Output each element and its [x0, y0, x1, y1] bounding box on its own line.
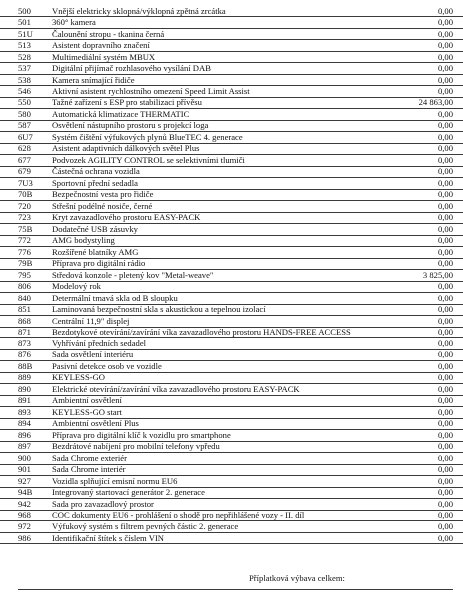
option-code: 897	[18, 441, 31, 452]
option-code: 538	[18, 74, 31, 85]
table-row	[0, 442, 463, 453]
option-price: 0,00	[437, 475, 453, 486]
table-row	[0, 270, 463, 281]
total-label: Příplatková výbava celkem:	[249, 573, 345, 583]
option-price: 0,00	[437, 120, 453, 131]
option-price: 0,00	[437, 63, 453, 74]
option-price: 0,00	[437, 51, 453, 62]
option-description: Kamera snímající řidiče	[52, 74, 135, 85]
table-row	[0, 476, 463, 487]
table-row	[0, 247, 463, 258]
option-code: 986	[18, 532, 31, 543]
option-price: 3 825,00	[422, 269, 453, 280]
table-row	[0, 40, 463, 51]
option-price: 0,00	[437, 292, 453, 303]
table-row	[0, 396, 463, 407]
option-price: 0,00	[437, 154, 453, 165]
option-price: 0,00	[437, 223, 453, 234]
option-description: Integrovaný startovací generátor 2. generace	[52, 487, 205, 498]
option-price: 0,00	[437, 395, 453, 406]
option-description: Centrální 11,9" displej	[52, 315, 130, 326]
option-description: AMG bodystyling	[52, 235, 115, 246]
table-row	[0, 121, 463, 132]
option-price: 0,00	[437, 418, 453, 429]
table-row	[0, 17, 463, 28]
option-code: 6U7	[18, 131, 33, 142]
option-description: Laminovaná bezpečnostní skla s akustickou a tepelnou izolací	[52, 304, 266, 315]
option-description: Asistent adaptivních dálkových světel Plus	[52, 143, 200, 154]
option-description: Modelový rok	[52, 281, 101, 292]
table-row	[0, 63, 463, 74]
option-price: 0,00	[437, 108, 453, 119]
option-price: 0,00	[437, 360, 453, 371]
option-description: Podvozek AGILITY CONTROL se selektivními tlumiči	[52, 154, 245, 165]
option-code: 972	[18, 521, 31, 532]
option-code: 851	[18, 304, 31, 315]
option-description: Částečná ochrana vozidla	[52, 166, 140, 177]
option-code: 889	[18, 372, 31, 383]
option-code: 894	[18, 418, 31, 429]
option-code: 840	[18, 292, 31, 303]
option-description: Sada Chrome interiér	[52, 464, 126, 475]
option-code: 868	[18, 315, 31, 326]
option-description: Středová konzole - pletený kov "Metal-weave"	[52, 269, 214, 280]
option-description: Výfukový systém s filtrem pevných částic 2. generace	[52, 521, 239, 532]
option-description: Tažné zařízení s ESP pro stabilizaci přívěsu	[52, 97, 202, 108]
option-price: 0,00	[437, 246, 453, 257]
table-row	[0, 75, 463, 86]
table-row	[0, 361, 463, 372]
option-price: 0,00	[437, 498, 453, 509]
option-price: 0,00	[437, 5, 453, 16]
option-description: Determální tmavá skla od B sloupku	[52, 292, 178, 303]
option-description: Vozidla splňující emisní normu EU6	[52, 475, 178, 486]
option-price: 0,00	[437, 189, 453, 200]
table-row	[0, 328, 463, 339]
table-row	[0, 521, 463, 532]
option-code: 795	[18, 269, 31, 280]
option-price: 0,00	[437, 281, 453, 292]
table-row	[0, 407, 463, 418]
option-description: Čalounění stropu - tkanina černá	[52, 28, 165, 39]
option-code: 891	[18, 395, 31, 406]
option-price: 0,00	[437, 349, 453, 360]
table-row	[0, 236, 463, 247]
option-code: 75B	[18, 223, 33, 234]
option-price: 0,00	[437, 337, 453, 348]
table-row	[0, 109, 463, 120]
option-description: COC dokumenty EU6 - prohlášení o shodě pro nepřihlášené vozy - II. díl	[52, 510, 305, 521]
option-price: 0,00	[437, 166, 453, 177]
option-description: Pasivní detekce osob ve vozidle	[52, 360, 162, 371]
table-row	[0, 453, 463, 464]
option-code: 79B	[18, 258, 33, 269]
option-description: Ambientní osvětlení Plus	[52, 418, 139, 429]
table-row	[0, 384, 463, 395]
equipment-table	[0, 6, 463, 544]
option-code: 896	[18, 429, 31, 440]
option-code: 587	[18, 120, 31, 131]
table-row	[0, 430, 463, 441]
option-description: Dodatečné USB zásuvky	[52, 223, 138, 234]
option-price: 0,00	[437, 510, 453, 521]
table-row	[0, 533, 463, 544]
option-description: Sada osvětlení interiéru	[52, 349, 134, 360]
option-price: 0,00	[437, 177, 453, 188]
option-description: Vyhřívání předních sedadel	[52, 337, 147, 348]
table-row	[0, 305, 463, 316]
option-description: Kryt zavazadlového prostoru EASY-PACK	[52, 212, 201, 223]
option-description: Osvětlení nástupního prostoru s projekcí loga	[52, 120, 209, 131]
option-price: 0,00	[437, 258, 453, 269]
table-row	[0, 86, 463, 97]
table-row	[0, 167, 463, 178]
option-code: 723	[18, 212, 31, 223]
option-price: 0,00	[437, 212, 453, 223]
table-row	[0, 144, 463, 155]
option-price: 0,00	[437, 143, 453, 154]
option-description: Vnější elektricky sklopná/výklopná zpětná zrcátka	[52, 5, 226, 16]
option-price: 0,00	[437, 304, 453, 315]
option-description: KEYLESS-GO	[52, 372, 105, 383]
option-description: Asistent dopravního značení	[52, 40, 150, 51]
option-price: 0,00	[437, 464, 453, 475]
option-price: 0,00	[437, 383, 453, 394]
option-code: 628	[18, 143, 31, 154]
table-row	[0, 190, 463, 201]
option-code: 890	[18, 383, 31, 394]
option-description: Příprava pro digitální rádio	[52, 258, 146, 269]
option-code: 720	[18, 200, 31, 211]
option-code: 94B	[18, 487, 33, 498]
option-code: 528	[18, 51, 31, 62]
table-row	[0, 52, 463, 63]
table-row	[0, 29, 463, 40]
table-row	[0, 178, 463, 189]
option-description: Identifikační štítek s číslem VIN	[52, 532, 165, 543]
option-description: KEYLESS-GO start	[52, 406, 122, 417]
option-description: Bezdrátové nabíjení pro mobilní telefony vpředu	[52, 441, 220, 452]
option-code: 580	[18, 108, 31, 119]
option-price: 0,00	[437, 372, 453, 383]
option-price: 0,00	[437, 521, 453, 532]
table-row	[0, 338, 463, 349]
footer-divider	[18, 589, 453, 590]
option-description: Automatická klimatizace THERMATIC	[52, 108, 190, 119]
table-row	[0, 488, 463, 499]
option-code: 900	[18, 452, 31, 463]
option-price: 0,00	[437, 74, 453, 85]
table-row	[0, 350, 463, 361]
table-row	[0, 316, 463, 327]
option-price: 0,00	[437, 85, 453, 96]
option-price: 24 863,00	[418, 97, 453, 108]
option-description: Elektrické otevírání/zavírání víka zavazadlového prostoru EASY-PACK	[52, 383, 300, 394]
option-code: 901	[18, 464, 31, 475]
table-row	[0, 419, 463, 430]
option-description: Sada pro zavazadlový prostor	[52, 498, 154, 509]
table-row	[0, 132, 463, 143]
table-row	[0, 6, 463, 17]
table-row	[0, 499, 463, 510]
option-code: 51U	[18, 28, 33, 39]
option-code: 942	[18, 498, 31, 509]
option-description: Střešní podélné nosiče, černé	[52, 200, 153, 211]
option-description: Bezdotykové otevírání/zavírání víka zavazadlového prostoru HANDS-FREE ACCESS	[52, 327, 351, 338]
option-code: 501	[18, 17, 31, 28]
option-code: 927	[18, 475, 31, 486]
option-description: Sada Chrome exteriér	[52, 452, 127, 463]
option-price: 0,00	[437, 28, 453, 39]
table-row	[0, 465, 463, 476]
option-code: 677	[18, 154, 31, 165]
option-description: 360° kamera	[52, 17, 96, 28]
option-price: 0,00	[437, 17, 453, 28]
option-description: Příprava pro digitální klíč k vozidlu pro smartphone	[52, 429, 231, 440]
option-code: 876	[18, 349, 31, 360]
table-row	[0, 213, 463, 224]
option-description: Systém čištění výfukových plynů BlueTEC 4. generace	[52, 131, 243, 142]
option-price: 0,00	[437, 235, 453, 246]
option-price: 0,00	[437, 315, 453, 326]
table-row	[0, 259, 463, 270]
option-code: 70B	[18, 189, 33, 200]
option-code: 513	[18, 40, 31, 51]
option-description: Aktivní asistent rychlostního omezení Speed Limit Assist	[52, 85, 250, 96]
option-price: 0,00	[437, 429, 453, 440]
option-code: 871	[18, 327, 31, 338]
option-price: 0,00	[437, 40, 453, 51]
option-code: 776	[18, 246, 31, 257]
option-description: Bezpečnostní vesta pro řidiče	[52, 189, 154, 200]
option-price: 0,00	[437, 327, 453, 338]
option-description: Digitální přijímač rozhlasového vysílání DAB	[52, 63, 211, 74]
option-description: Sportovní přední sedadla	[52, 177, 138, 188]
option-code: 550	[18, 97, 31, 108]
option-price: 0,00	[437, 532, 453, 543]
option-code: 500	[18, 5, 31, 16]
table-row	[0, 293, 463, 304]
option-code: 88B	[18, 360, 33, 371]
option-code: 893	[18, 406, 31, 417]
option-code: 873	[18, 337, 31, 348]
option-price: 0,00	[437, 200, 453, 211]
option-price: 0,00	[437, 452, 453, 463]
option-price: 0,00	[437, 406, 453, 417]
table-row	[0, 224, 463, 235]
option-code: 546	[18, 85, 31, 96]
option-description: Rozšířené blatníky AMG	[52, 246, 139, 257]
option-description: Ambientní osvětlení	[52, 395, 122, 406]
option-description: Multimediální systém MBUX	[52, 51, 156, 62]
option-code: 968	[18, 510, 31, 521]
option-code: 806	[18, 281, 31, 292]
option-code: 7U3	[18, 177, 33, 188]
option-price: 0,00	[437, 487, 453, 498]
table-row	[0, 155, 463, 166]
option-price: 0,00	[437, 441, 453, 452]
table-row	[0, 373, 463, 384]
table-row	[0, 511, 463, 522]
option-price: 0,00	[437, 131, 453, 142]
table-row	[0, 201, 463, 212]
table-row	[0, 282, 463, 293]
option-code: 772	[18, 235, 31, 246]
option-code: 679	[18, 166, 31, 177]
table-row	[0, 98, 463, 109]
option-code: 537	[18, 63, 31, 74]
